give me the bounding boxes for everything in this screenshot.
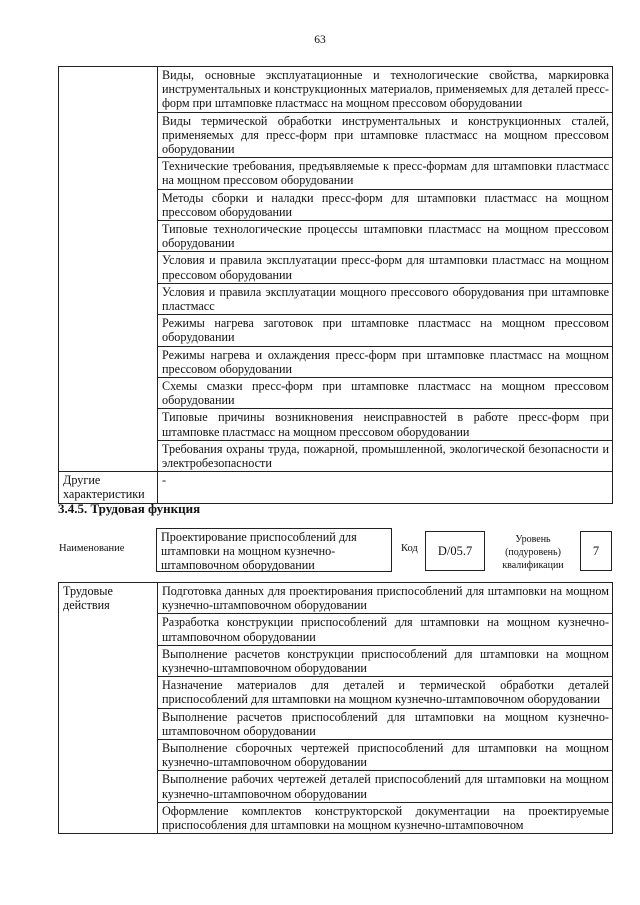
level-label: Уровень (подуровень) квалификации bbox=[502, 534, 564, 571]
labor-actions-table bbox=[58, 582, 613, 834]
knowledge-item: Условия и правила эксплуатации мощного прессового оборудования при штамповке пластмасс bbox=[158, 283, 613, 314]
labor-actions-label: Трудовые действия bbox=[59, 583, 158, 834]
code-label: Код bbox=[401, 543, 418, 554]
page-number: 63 bbox=[314, 34, 326, 46]
knowledge-item: Типовые технологические процессы штамповки пластмасс на мощном прессовом оборудовании bbox=[158, 221, 613, 252]
labor-action-item: Выполнение расчетов приспособлений для штамповки на мощном кузнечно-штамповочном оборудовании bbox=[158, 708, 613, 739]
name-label: Наименование bbox=[59, 543, 125, 554]
other-characteristics-label: Другие характеристики bbox=[59, 472, 158, 503]
knowledge-item: Виды термической обработки инструментальных и конструкционных сталей, применяемых для пресс-форм при штамповке пластмасс на мощном прессовом оборудовании bbox=[158, 112, 613, 158]
knowledge-item: Технические требования, предъявляемые к пресс-формам для штамповки пластмасс на мощном прессовом оборудовании bbox=[158, 158, 613, 189]
labor-action-item: Выполнение расчетов конструкции приспособлений для штамповки на мощном кузнечно-штамповочном оборудовании bbox=[158, 645, 613, 676]
knowledge-item: Методы сборки и наладки пресс-форм для штамповки пластмасс на мощном прессовом оборудовании bbox=[158, 189, 613, 220]
labor-action-item: Подготовка данных для проектирования приспособлений для штамповки на мощном кузнечно-штамповочном оборудовании bbox=[158, 583, 613, 614]
function-code: D/05.7 bbox=[425, 531, 485, 571]
table-row bbox=[59, 583, 613, 614]
function-name: Проектирование приспособлений для штамповки на мощном кузнечно-штамповочном оборудовании bbox=[156, 528, 392, 572]
knowledge-item: Режимы нагрева заготовок при штамповке пластмасс на мощном прессовом оборудовании bbox=[158, 315, 613, 346]
knowledge-item: Требования охраны труда, пожарной, промышленной, экологической безопасности и электробезопасности bbox=[158, 440, 613, 471]
level-value: 7 bbox=[580, 531, 612, 571]
section-title: 3.4.5. Трудовая функция bbox=[58, 501, 201, 516]
knowledge-item: Схемы смазки пресс-форм при штамповке пластмасс на мощном прессовом оборудовании bbox=[158, 378, 613, 409]
labor-action-item: Разработка конструкции приспособлений для штамповки на мощном кузнечно-штамповочном оборудовании bbox=[158, 614, 613, 645]
knowledge-table bbox=[58, 66, 613, 504]
knowledge-item: Условия и правила эксплуатации пресс-форм для штамповки пластмасс на мощном прессовом оборудовании bbox=[158, 252, 613, 283]
row-label-cell bbox=[59, 67, 158, 472]
knowledge-item: Виды, основные эксплуатационные и технологические свойства, маркировка инструментальных и конструкционных материалов, применяемых для деталей пресс-форм при штамповке пластмасс на мощном прессовом оборудовании bbox=[158, 67, 613, 113]
table-row bbox=[59, 472, 613, 503]
table-row bbox=[59, 67, 613, 113]
labor-action-item: Выполнение сборочных чертежей приспособлений для штамповки на мощном кузнечно-штамповочном оборудовании bbox=[158, 740, 613, 771]
labor-action-item: Оформление комплектов конструкторской документации на проектируемые приспособления для штамповки на мощном кузнечно-штамповочном bbox=[158, 802, 613, 833]
labor-action-item: Назначение материалов для деталей и термической обработки деталей приспособлений для штамповки на мощном кузнечно-штамповочном оборудовании bbox=[158, 677, 613, 708]
knowledge-item: Режимы нагрева и охлаждения пресс-форм при штамповке пластмасс на мощном прессовом оборудовании bbox=[158, 346, 613, 377]
labor-action-item: Выполнение рабочих чертежей деталей приспособлений для штамповки на мощном кузнечно-штамповочном оборудовании bbox=[158, 771, 613, 802]
knowledge-item: Типовые причины возникновения неисправностей в работе пресс-форм при штамповке пластмасс на мощном прессовом оборудовании bbox=[158, 409, 613, 440]
other-characteristics-value: - bbox=[158, 472, 613, 503]
